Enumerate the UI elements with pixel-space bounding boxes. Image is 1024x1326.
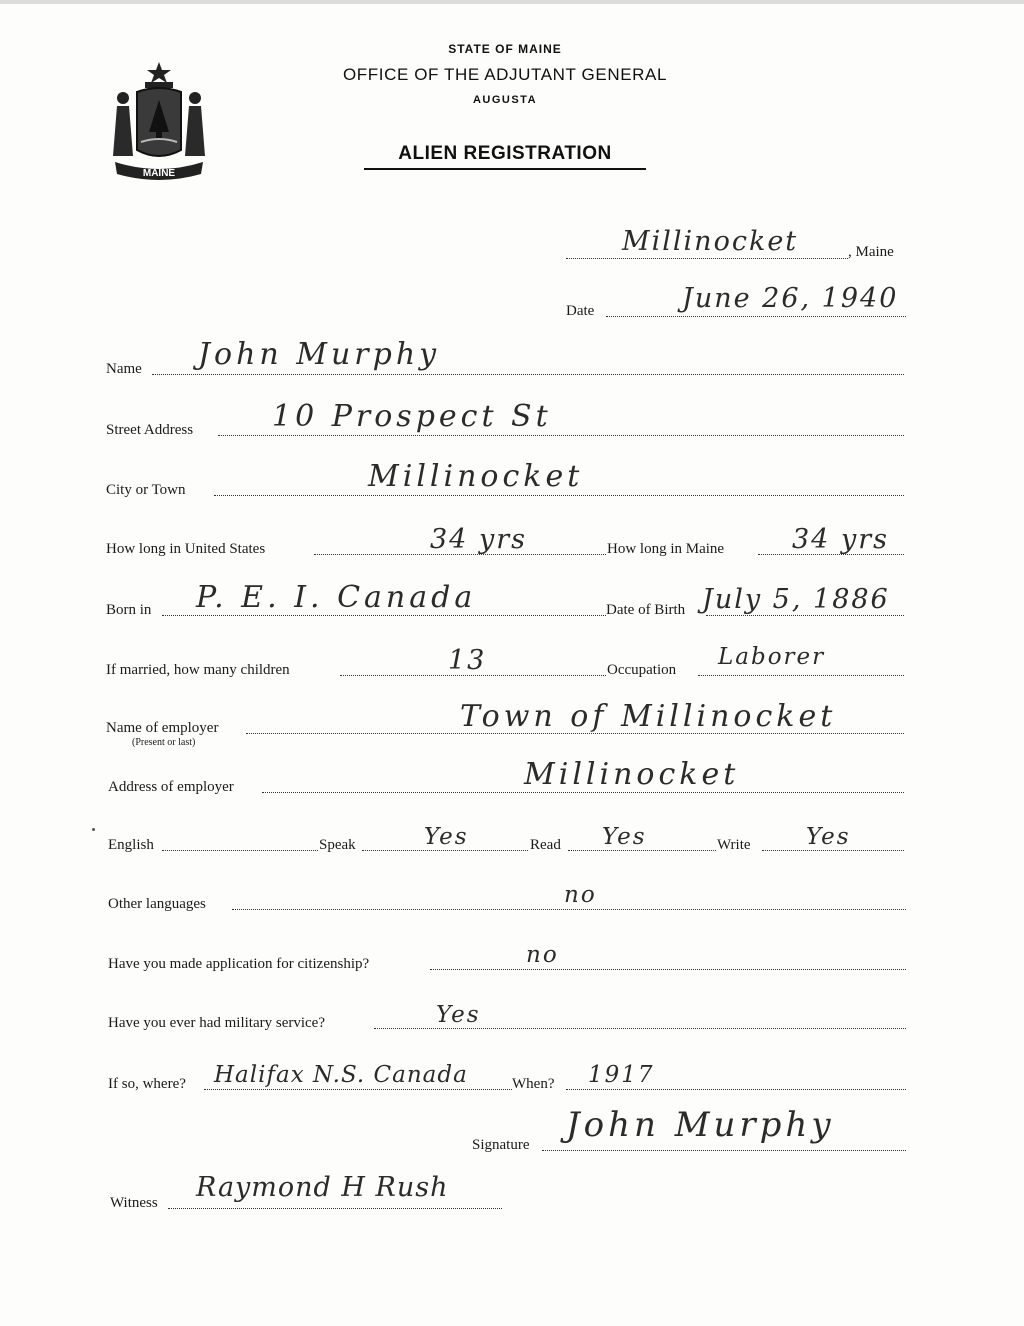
when-value: 1917 [588, 1062, 655, 1088]
seal-banner: MAINE [142, 168, 176, 179]
citizenship-label: Have you made application for citizenship? [108, 956, 370, 972]
occupation-line [698, 675, 904, 676]
us-years-label: How long in United States [106, 541, 266, 557]
occupation-value: Laborer [718, 644, 826, 670]
city-line [214, 495, 904, 496]
read-label: Read [530, 837, 561, 853]
town-suffix: , Maine [848, 244, 894, 260]
maine-years-label: How long in Maine [607, 541, 725, 557]
state-seal-icon [103, 58, 215, 186]
city-label: City or Town [106, 482, 186, 498]
header-office: OFFICE OF THE ADJUTANT GENERAL [342, 65, 668, 84]
speak-label: Speak [319, 837, 356, 853]
military-value: Yes [436, 1002, 481, 1028]
scan-speck [92, 828, 95, 831]
write-value: Yes [806, 824, 851, 850]
witness-label: Witness [110, 1195, 158, 1211]
other-languages-value: no [564, 882, 597, 908]
military-line [374, 1028, 906, 1029]
street-label: Street Address [106, 422, 194, 438]
occupation-label: Occupation [607, 662, 677, 678]
city-value: Millinocket [368, 459, 584, 494]
dob-value: July 5, 1886 [702, 584, 890, 615]
scan-edge [0, 0, 1024, 4]
title-underline [364, 168, 646, 170]
where-value: Halifax N.S. Canada [214, 1062, 468, 1088]
town-line [566, 258, 848, 259]
header-city: AUGUSTA [472, 94, 538, 106]
read-value: Yes [602, 824, 647, 850]
speak-line [362, 850, 528, 851]
where-label: If so, where? [108, 1076, 186, 1092]
header-state: STATE OF MAINE [448, 42, 562, 56]
form-title: ALIEN REGISTRATION [398, 143, 612, 164]
street-line [218, 435, 904, 436]
dob-label: Date of Birth [606, 602, 686, 618]
read-line [568, 850, 716, 851]
children-value: 13 [448, 645, 487, 676]
citizenship-value: no [526, 942, 559, 968]
citizenship-line [430, 969, 906, 970]
name-value: John Murphy [198, 337, 441, 372]
when-line [566, 1089, 906, 1090]
name-line [152, 374, 904, 375]
date-line [606, 316, 906, 317]
signature-label: Signature [472, 1137, 530, 1153]
military-label: Have you ever had military service? [108, 1015, 325, 1031]
write-line [762, 850, 904, 851]
born-in-label: Born in [106, 602, 152, 618]
maine-years-value: 34 yrs [792, 524, 889, 555]
employer-address-line [262, 792, 904, 793]
town-value: Millinocket [622, 226, 799, 257]
us-years-value: 34 yrs [430, 524, 527, 555]
english-label: English [108, 837, 154, 853]
born-in-line [162, 615, 606, 616]
write-label: Write [717, 837, 751, 853]
other-languages-line [232, 909, 906, 910]
children-label: If married, how many children [106, 662, 290, 678]
employer-address-label: Address of employer [108, 779, 234, 795]
employer-sublabel: (Present or last) [132, 737, 196, 748]
date-value: June 26, 1940 [682, 283, 899, 314]
born-in-value: P. E. I. Canada [196, 580, 477, 615]
employer-address-value: Millinocket [524, 757, 740, 792]
street-value: 10 Prospect St [272, 399, 552, 434]
signature-value: John Murphy [566, 1105, 835, 1145]
when-label: When? [512, 1076, 555, 1092]
employer-value: Town of Millinocket [460, 699, 837, 734]
date-label: Date [566, 303, 595, 319]
signature-line [542, 1150, 906, 1151]
where-line [204, 1089, 512, 1090]
employer-label: Name of employer [106, 720, 219, 736]
other-languages-label: Other languages [108, 896, 206, 912]
witness-line [168, 1208, 502, 1209]
name-label: Name [106, 361, 142, 377]
english-line [162, 850, 318, 851]
witness-value: Raymond H Rush [196, 1172, 449, 1203]
speak-value: Yes [424, 824, 469, 850]
dob-line [706, 615, 904, 616]
